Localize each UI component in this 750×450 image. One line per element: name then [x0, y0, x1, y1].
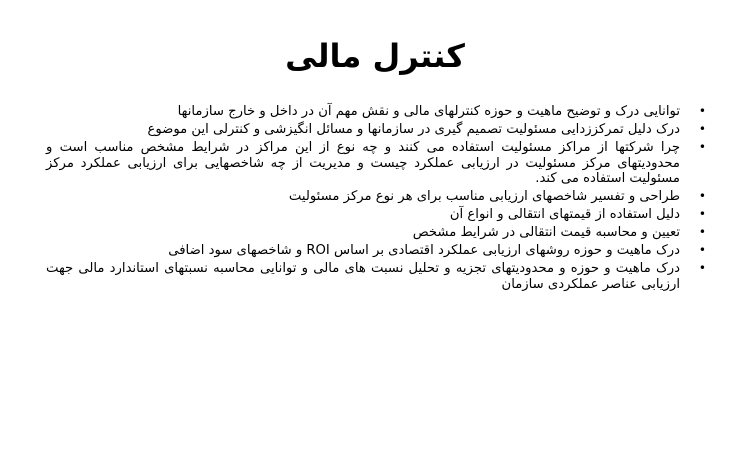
bullet-marker: • [698, 189, 706, 203]
bullet-marker: • [698, 207, 706, 221]
bullet-marker: • [698, 225, 706, 239]
bullet-item-4 [46, 189, 706, 205]
bullet-text-2: درک دلیل تمرکززدایی مسئولیت تصمیم گیری در سازمانها و مسائل انگیزشی و کنترلی این موضوع [147, 122, 680, 137]
slide-title: کنترل مالی [285, 37, 465, 75]
bullet-text-6: تعیین و محاسبه قیمت انتقالی در شرایط مشخص [412, 225, 680, 240]
bullet-item-8 [46, 261, 706, 292]
bullet-text-7: درک ماهیت و حوزه روشهای ارزیابی عملکرد اقتصادی بر اساس ROI و شاخصهای سود اضافی [168, 243, 680, 258]
bullet-text-4: طراحی و تفسیر شاخصهای ارزیابی مناسب برای هر نوع مرکز مسئولیت [288, 189, 680, 204]
bullet-item-6 [46, 225, 706, 241]
bullet-item-5 [46, 207, 706, 223]
bullet-item-7 [46, 243, 706, 259]
bullet-marker: • [698, 122, 706, 136]
bullet-marker: • [698, 261, 706, 275]
bullet-text-3: چرا شرکتها از مراکز مسئولیت استفاده می کنند و چه نوع از این مراکز در شرایط مشخص مناسب است و محدودیتهای مرکز مسئولیت در ارزیابی عملکرد چیست و مدیریت از چه شاخصهایی برای ارزیابی عملکرد مرکز مسئولیت استفاده می کند. [46, 140, 680, 186]
bullet-text-8: درک ماهیت و حوزه و محدودیتهای تجزیه و تحلیل نسبت های مالی و توانایی محاسبه نسبتهای استاندارد مالی جهت ارزیابی عناصر عملکردی سازمان [46, 261, 680, 292]
bullet-text-5: دلیل استفاده از قیمتهای انتقالی و انواع آن [449, 207, 680, 222]
bullet-list [46, 104, 706, 295]
bullet-text-1: توانایی درک و توضیح ماهیت و حوزه کنترلهای مالی و نقش مهم آن در داخل و خارج سازمانها [177, 104, 680, 119]
bullet-marker: • [698, 104, 706, 118]
bullet-item-1 [46, 104, 706, 120]
bullet-marker: • [698, 140, 706, 154]
bullet-item-2 [46, 122, 706, 138]
bullet-marker: • [698, 243, 706, 257]
bullet-item-3 [46, 140, 706, 187]
